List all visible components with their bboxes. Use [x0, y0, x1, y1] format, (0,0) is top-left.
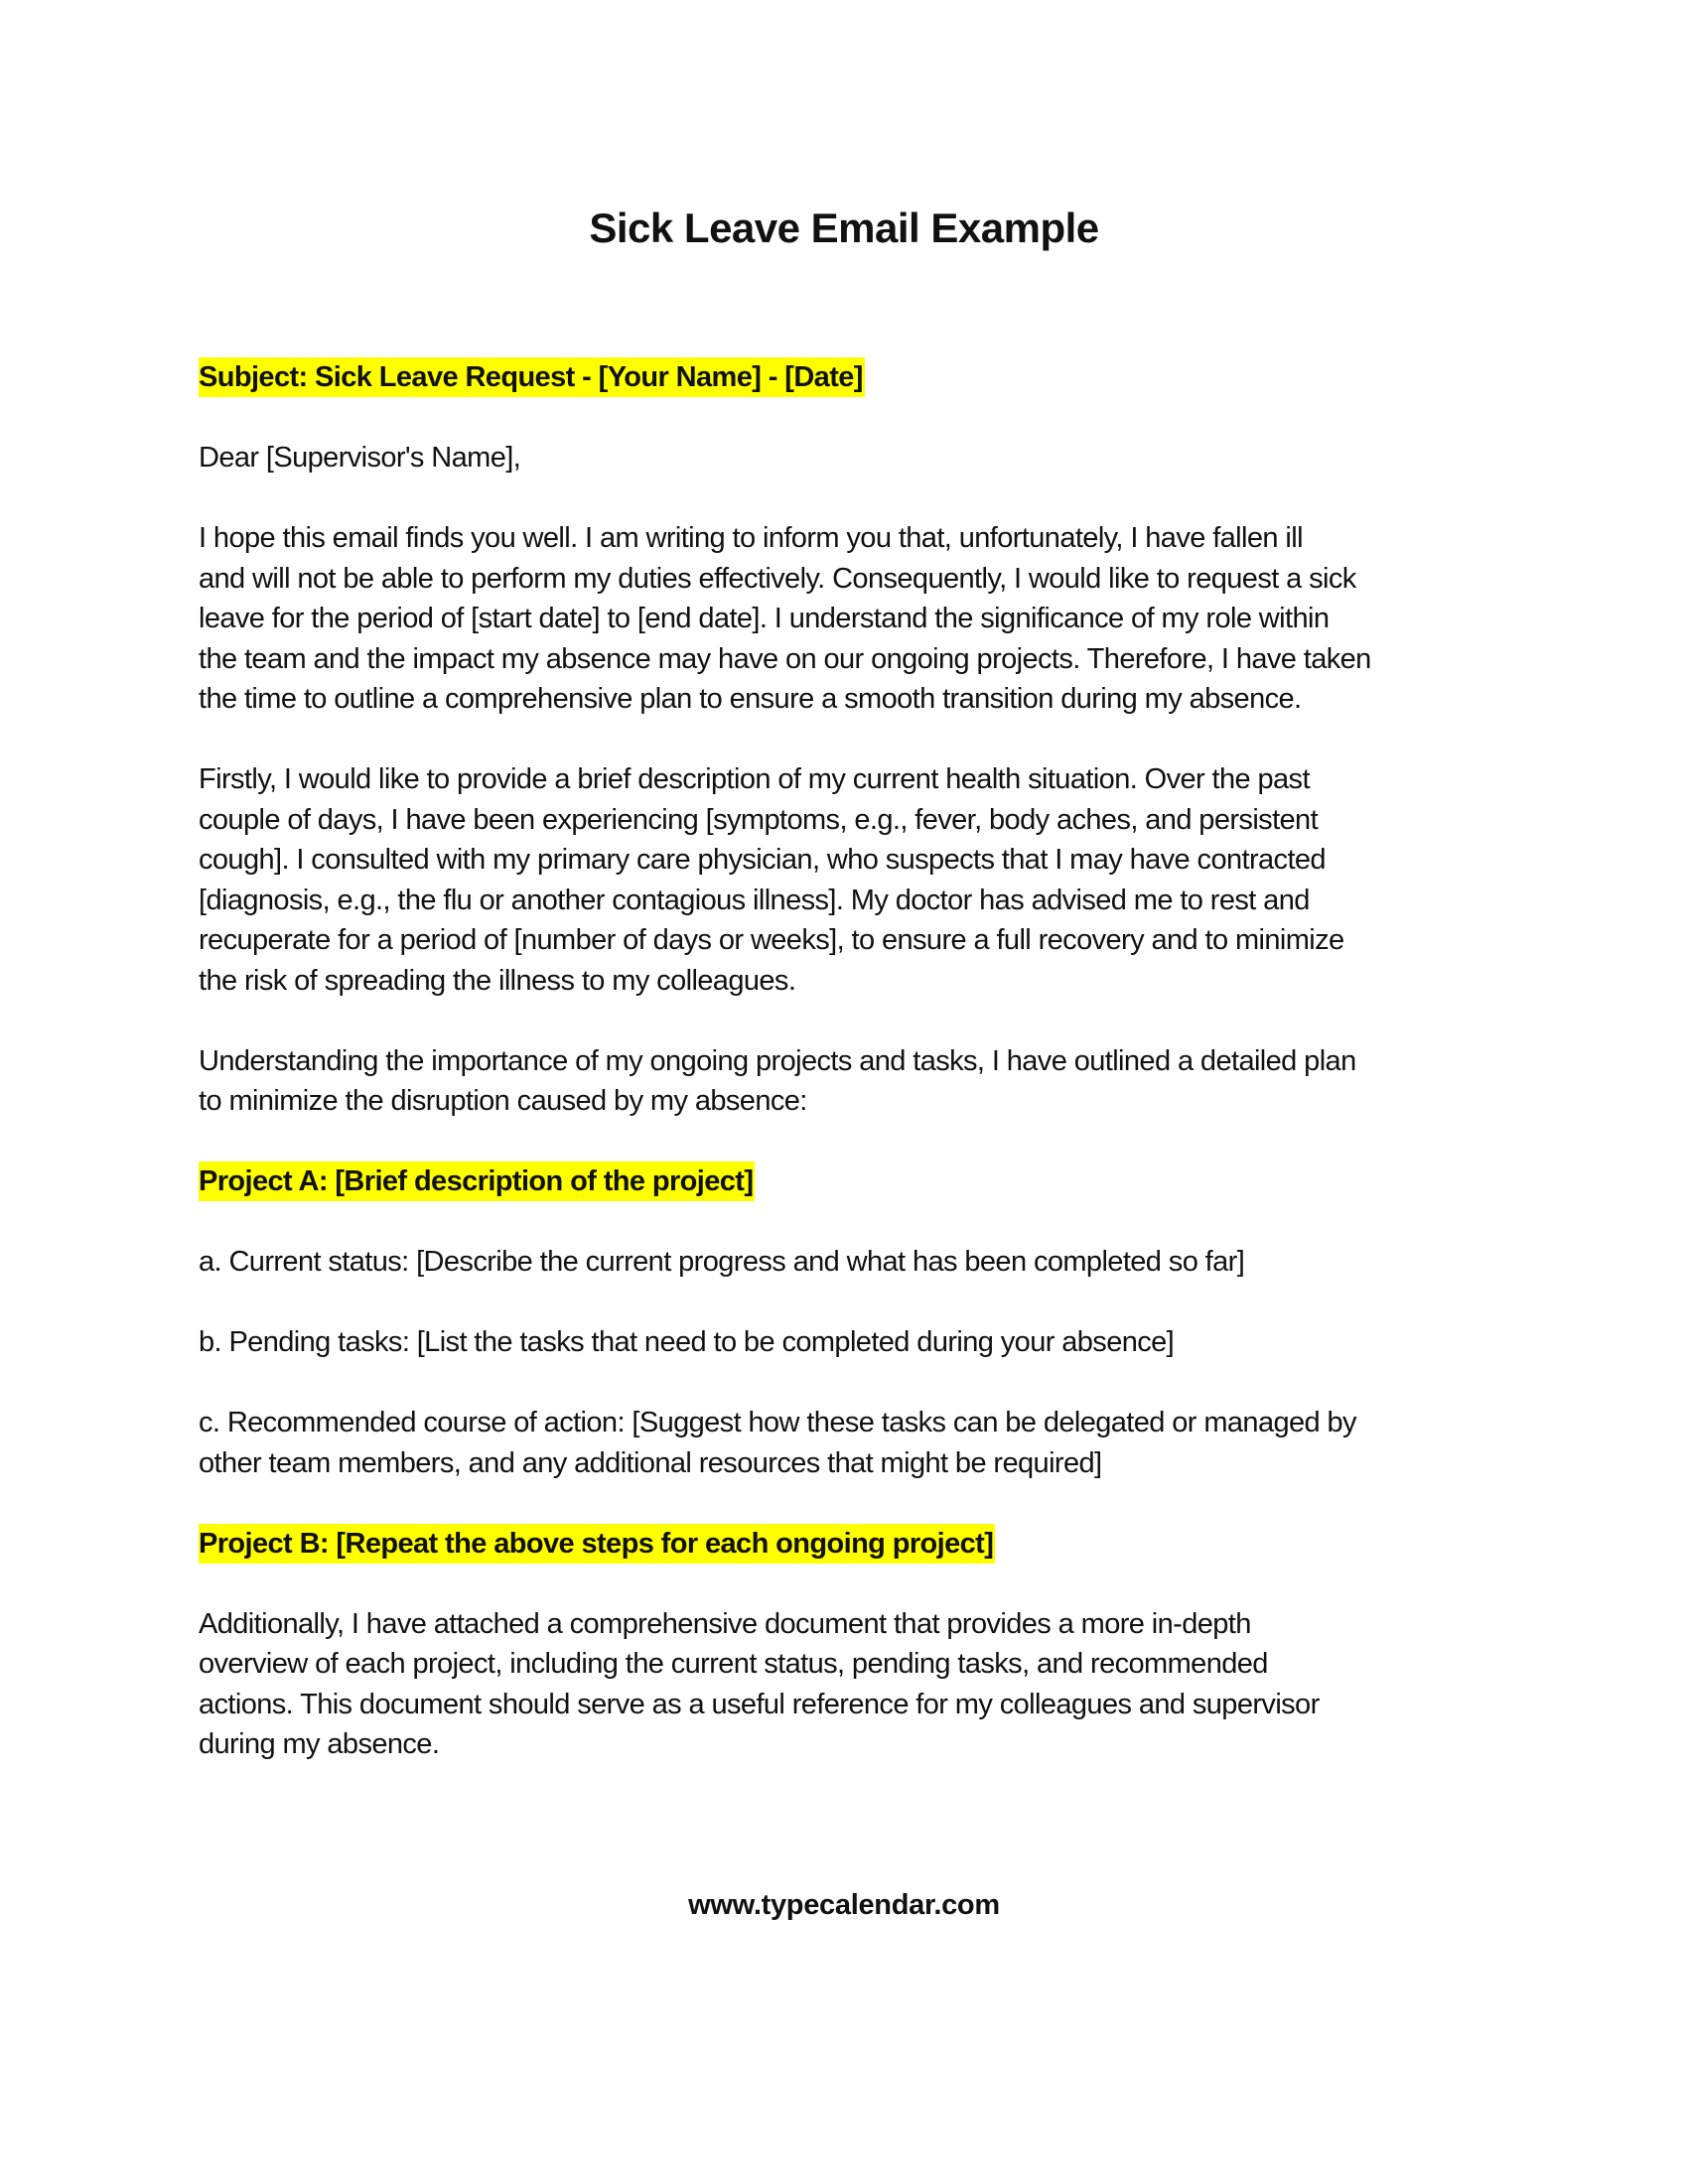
text-line: and will not be able to perform my duties effectively. Consequently, I would like to request a sick — [199, 562, 1356, 595]
text-line: Additionally, I have attached a comprehensive document that provides a more in-depth — [199, 1607, 1251, 1640]
footer-website: www.typecalendar.com — [688, 1889, 1000, 1921]
item-recommended-action — [199, 1403, 1509, 1483]
text-line: cough]. I consulted with my primary care physician, who suspects that I may have contracted — [199, 844, 1326, 876]
text-line: Firstly, I would like to provide a brief description of my current health situation. Over the past — [199, 763, 1310, 795]
paragraph-intro — [199, 518, 1509, 720]
text-line: the risk of spreading the illness to my colleagues. — [199, 964, 796, 997]
project-a-highlight: Project A: [Brief description of the project] — [199, 1161, 755, 1201]
text-line: couple of days, I have been experiencing [symptoms, e.g., fever, body aches, and persistent — [199, 803, 1319, 836]
paragraph-plan — [199, 1041, 1509, 1122]
text-line: leave for the period of [start date] to [end date]. I understand the significance of my role within — [199, 603, 1330, 634]
text-line: recuperate for a period of [number of days or weeks], to ensure a full recovery and to minimize — [199, 924, 1344, 956]
text-line: the team and the impact my absence may have on our ongoing projects. Therefore, I have taken — [199, 642, 1371, 675]
text-line: overview of each project, including the current status, pending tasks, and recommended — [199, 1648, 1268, 1680]
subject-line — [199, 357, 1509, 398]
item-pending-tasks: b. Pending tasks: [List the tasks that need to be completed during your absence] — [199, 1326, 1175, 1358]
text-line: other team members, and any additional resources that might be required] — [199, 1446, 1102, 1479]
text-line: to minimize the disruption caused by my absence: — [199, 1085, 807, 1117]
subject-highlight: Subject: Sick Leave Request - [Your Name] - [Date] — [199, 357, 865, 397]
project-b-heading — [199, 1524, 1509, 1565]
email-body — [199, 357, 1509, 1805]
text-line: actions. This document should serve as a useful reference for my colleagues and supervisor — [199, 1688, 1320, 1720]
item-current-status: a. Current status: [Describe the current progress and what has been completed so far] — [199, 1246, 1245, 1278]
text-line: the time to outline a comprehensive plan to ensure a smooth transition during my absence. — [199, 683, 1302, 715]
project-b-highlight: Project B: [Repeat the above steps for each ongoing project] — [199, 1524, 995, 1564]
text-line: I hope this email finds you well. I am writing to inform you that, unfortunately, I have fallen ill — [199, 522, 1303, 554]
page-title: Sick Leave Email Example — [589, 205, 1099, 251]
paragraph-attachment — [199, 1604, 1509, 1765]
text-line: Understanding the importance of my ongoing projects and tasks, I have outlined a detailed plan — [199, 1044, 1356, 1077]
text-line: [diagnosis, e.g., the flu or another contagious illness]. My doctor has advised me to rest and — [199, 884, 1310, 916]
project-a-heading — [199, 1161, 1509, 1202]
text-line: c. Recommended course of action: [Suggest how these tasks can be delegated or managed by — [199, 1407, 1356, 1438]
paragraph-health — [199, 759, 1509, 1001]
greeting: Dear [Supervisor's Name], — [199, 442, 521, 474]
text-line: during my absence. — [199, 1728, 440, 1760]
